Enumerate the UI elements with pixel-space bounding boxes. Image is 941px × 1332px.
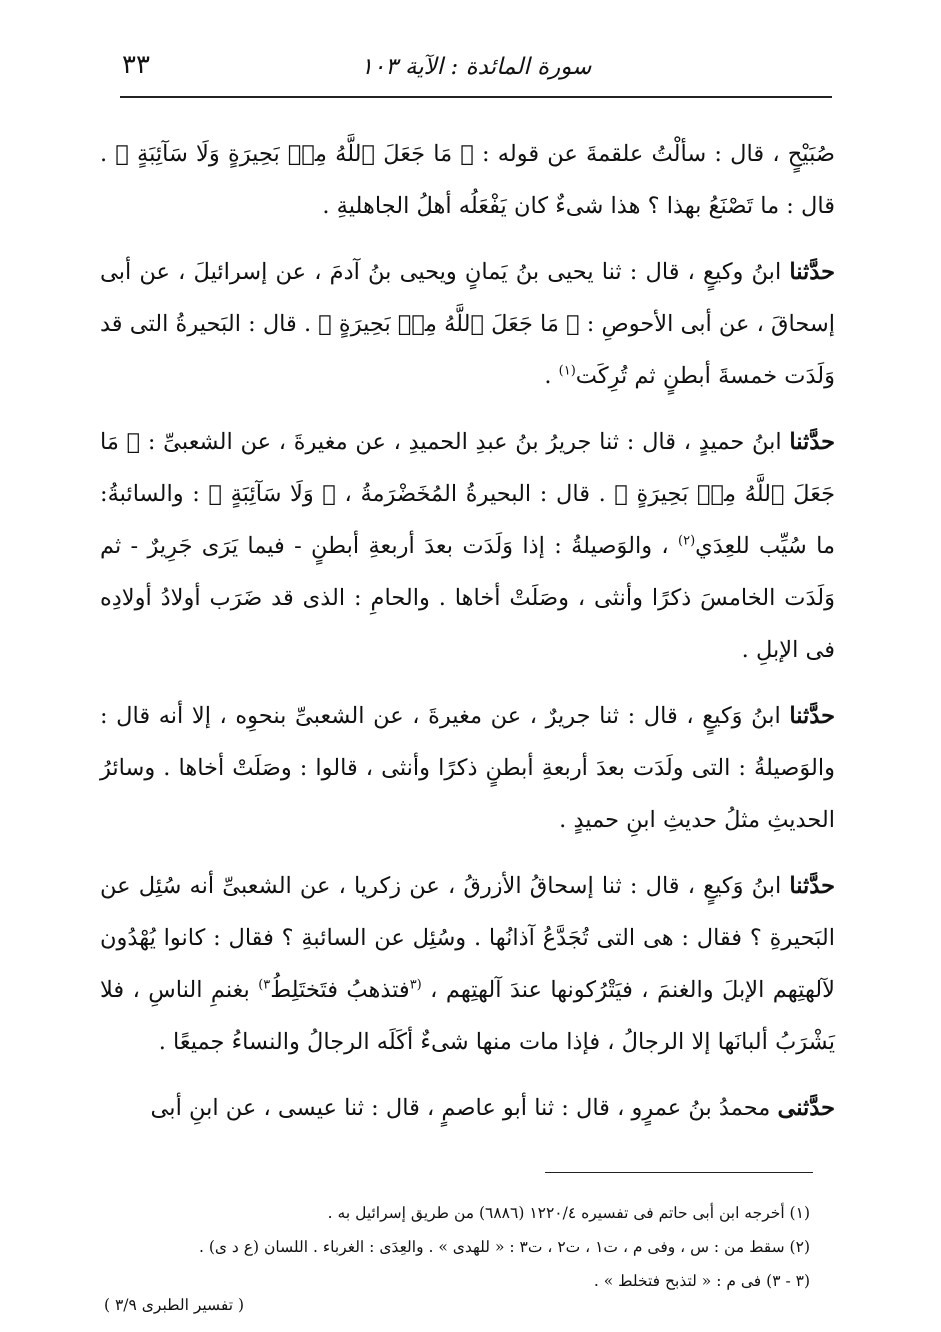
- narration-lead: حدَّثنا: [789, 259, 835, 285]
- paragraph-2: [100, 246, 835, 402]
- footnote-ref-1: (١): [558, 363, 576, 379]
- running-title: سورة المائدة : الآية ١٠٣: [360, 54, 592, 80]
- paragraph-1: [100, 128, 835, 232]
- page-number: ٣٣: [122, 50, 150, 80]
- footnote-1: (١) أخرجه ابن أبى حاتم فى تفسيره ١٢٢٠/٤ (٦٨٨٦) من طريق إسرائيل به .: [327, 1204, 810, 1222]
- paragraph-4: [100, 690, 835, 846]
- paragraph-3: [100, 416, 835, 676]
- narration-lead: حدَّثنا: [789, 703, 836, 729]
- footnote-2: (٢) سقط من : س ، وفى م ، ت١ ، ت٢ ، ت٣ : « للهدى » . والعِدَى : الغرباء . اللسان (ع د ى) .: [198, 1238, 810, 1256]
- paragraph-text: ابنُ وَكيعٍ ، قال : ثنا إسحاقُ الأزرقُ ، عن زكريا ، عن الشعبىِّ أنه سُئِل عن البَحيرةِ ؟ فقال : هى التى تُجَدَّعُ آذانُها . وسُئِل عن السائبةِ ؟ فقال : كانوا يُهْدُون لآلهتِهم الإبلَ والغنمَ ، فيَتْرُكونها عندَ آلهتِهم ،: [100, 873, 835, 1003]
- paragraph-5: [100, 860, 835, 1068]
- paragraph-variant-text: فتذهبُ فتَختَلِطُ: [270, 977, 410, 1003]
- narration-lead: حدَّثنا: [789, 429, 836, 455]
- paragraph-text: ابنُ وَكيعٍ ، قال : ثنا جريرٌ ، عن مغيرةَ ، عن الشعبىِّ بنحوِه ، إلا أنه قال : والوَصيلةُ : التى ولَدَت بعدَ أربعةِ أبطنٍ ذكرًا وأنثى ، قالوا : وصَلَتْ أخاها . وسائرُ الحديثِ مثلُ حديثِ ابنِ حميدٍ .: [100, 703, 835, 833]
- narration-lead: حدَّثنى: [777, 1095, 835, 1121]
- footnotes: [100, 1196, 810, 1298]
- paragraph-text: صُبَيْحٍ ، قال : سألْتُ علقمةَ عن قوله : ﴿ مَا جَعَلَ ٱللَّهُ مِنۢ بَحِيرَةٍ وَلَا سَآئِبَةٍ ﴾ . قال : ما تَصْنَعُ بهذا ؟ هذا شىءٌ كان يَفْعَلُه أهلُ الجاهليةِ .: [100, 141, 835, 219]
- narration-lead: حدَّثنا: [789, 873, 835, 899]
- paragraph-tail: بغنمِ الناسِ ، فلا يَشْرَبُ ألبانَها إلا الرجالُ ، فإذا مات منها شىءٌ أكَلَه الرجالُ والنساءُ جميعًا .: [100, 977, 835, 1055]
- page-header: [120, 46, 832, 96]
- paragraph-text: ابنُ وكيعٍ ، قال : ثنا يحيى بنُ يَمانٍ ويحيى بنُ آدمَ ، عن إسرائيلَ ، عن أبى إسحاقَ ، عن أبى الأحوصِ : ﴿ مَا جَعَلَ ٱللَّهُ مِنۢ بَحِيرَةٍ ﴾ . قال : البَحيرةُ التى قد وَلَدَت خمسةَ أبطنٍ ثم تُرِكَت: [100, 259, 835, 389]
- footnote-rule: [545, 1172, 813, 1173]
- paragraph-tail: ، والوَصيلةُ : إذا وَلَدَت بعدَ أربعةِ أبطنٍ - فيما يَرَى جَرِيرٌ - ثم وَلَدَت الخامسَ ذكرًا وأنثى ، وصَلَتْ أخاها . والحامِ : الذى قد ضَرَب أولادُ أولادِه فى الإبلِ .: [100, 533, 835, 663]
- paragraph-text: ابنُ حميدٍ ، قال : ثنا جريرُ بنُ عبدِ الحميدِ ، عن مغيرةَ ، عن الشعبىِّ : ﴿ مَا جَعَلَ ٱللَّهُ مِنۢ بَحِيرَةٍ ﴾ . قال : البحيرةُ المُخَضْرَمةُ ، ﴿ وَلَا سَآئِبَةٍ ﴾ : والسائبةُ: ما سُيِّب للعِدَي: [100, 429, 835, 559]
- book-volume-reference: ( تفسير الطبرى ٣/٩ ): [104, 1296, 245, 1314]
- header-rule: [120, 96, 832, 98]
- footnote-ref-3-close: ٣): [258, 977, 271, 993]
- paragraph-6: [100, 1082, 835, 1134]
- paragraph-tail: .: [544, 363, 559, 389]
- footnote-3: (٣ - ٣) فى م : « لتذبح فتخلط » .: [593, 1272, 810, 1290]
- paragraph-text: محمدُ بنُ عمرٍو ، قال : ثنا أبو عاصمٍ ، قال : ثنا عيسى ، عن ابنِ أبى: [150, 1095, 771, 1121]
- footnote-ref-2: (٢): [678, 533, 696, 549]
- main-text: [100, 128, 835, 1148]
- footnote-ref-3-open: (٣: [409, 977, 422, 993]
